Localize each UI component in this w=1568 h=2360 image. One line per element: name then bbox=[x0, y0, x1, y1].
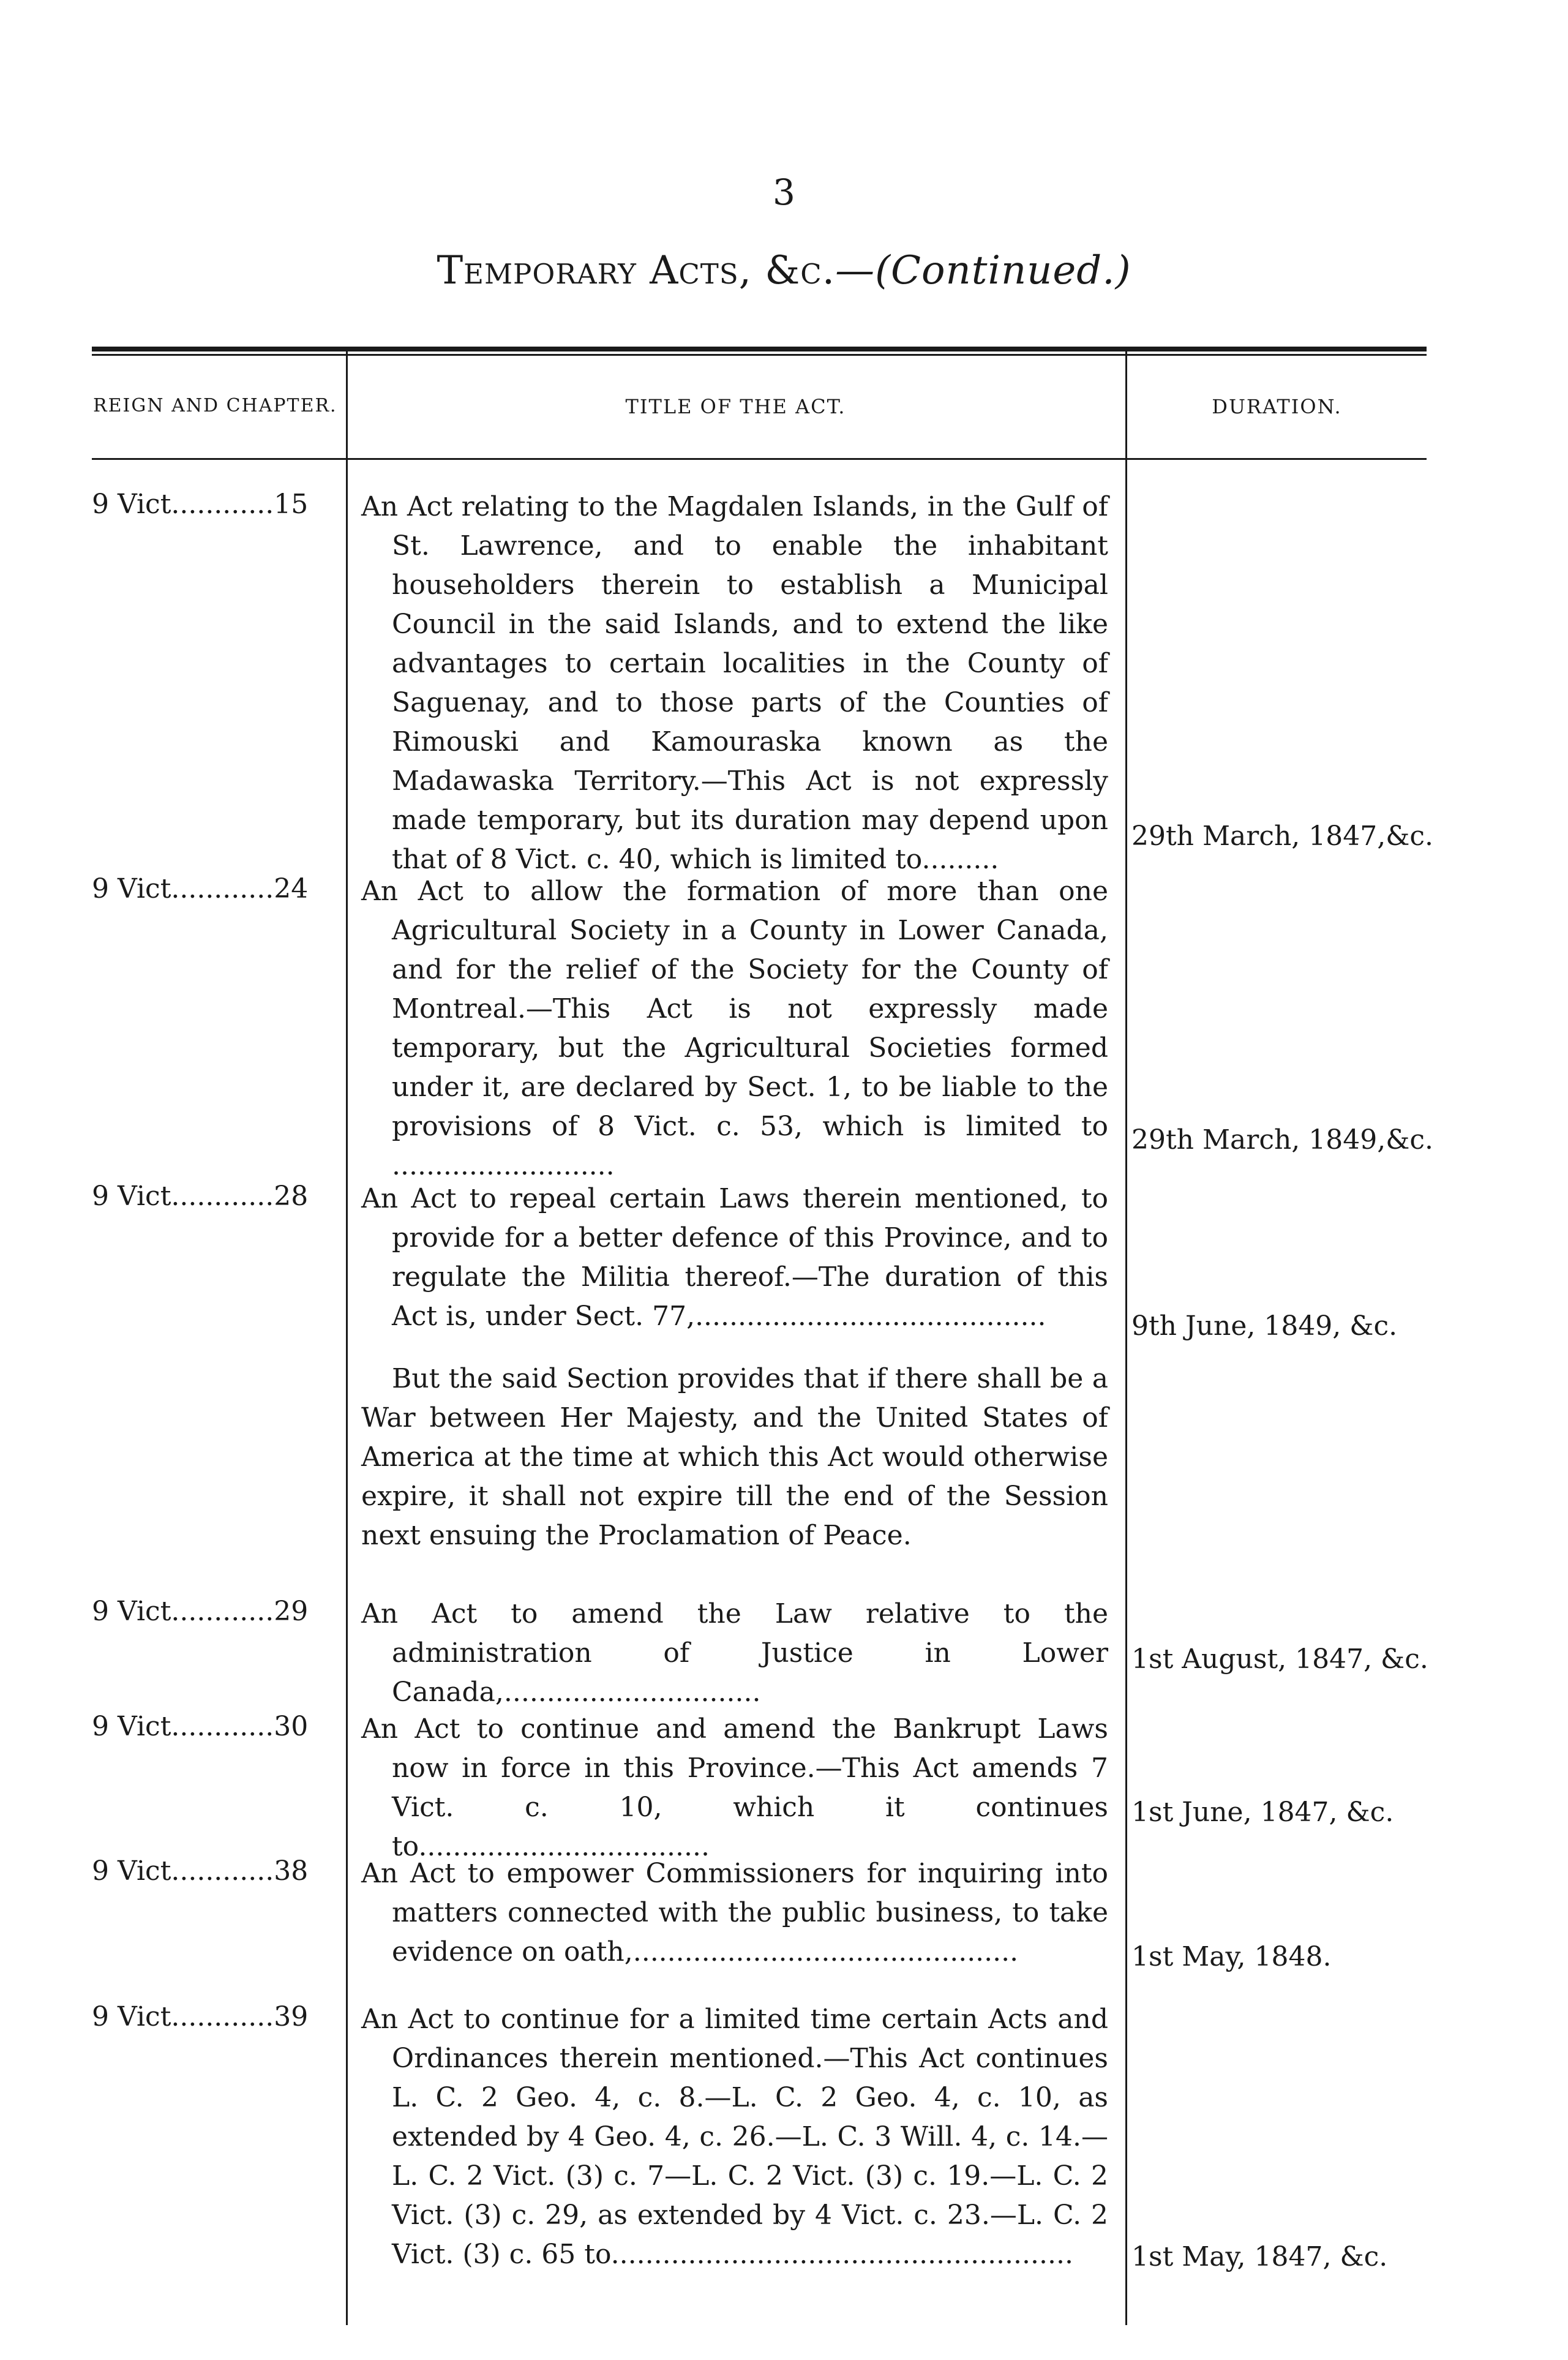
heading-title: Temporary Acts, &c. bbox=[437, 248, 836, 293]
act-note: But the said Section provides that if there shall be a War between Her Majesty, and the United States of America at the time at which this Act would otherwise expire, it shall not expire till the end of the Session next ensuing the Proclamation of Peace. bbox=[361, 1363, 1108, 1551]
act-title: An Act to continue for a limited time certain Acts and Ordinances therein mentioned.—This Act continues L. C. 2 Geo. 4, c. 8.—L. C. 2 Geo. 4, c. 10, as extended by 4 Geo. 4, c. 26.—L. C. 3 Will. 4, c. 14.—L. C. 2 Vict. (3) c. 7—L. C. 2 Vict. (3) c. 19.—L. C. 2 Vict. (3) c. 29, as extended by 4 Vict. c. 23.—L. C. 2 Vict. (3) c. 65 to...................................................... bbox=[361, 2004, 1108, 2270]
act-duration: 29th March, 1849,&c. bbox=[1131, 1124, 1434, 1156]
column-divider-right bbox=[1125, 350, 1127, 2325]
reign-chapter: 9 Vict............28 bbox=[92, 1181, 309, 1212]
reign-chapter: 9 Vict............30 bbox=[92, 1711, 309, 1742]
act-title: An Act to empower Commissioners for inquiring into matters connected with the public business, to take evidence on oath,............................................. bbox=[361, 1858, 1108, 1967]
act-duration: 1st May, 1848. bbox=[1131, 1941, 1332, 1972]
column-header-duration: DURATION. bbox=[1212, 395, 1342, 418]
act-title: An Act to allow the formation of more than one Agricultural Society in a County in Lower Canada, and for the relief of the Society for the County of Montreal.—This Act is not expressly made temporary, but the Agricultural Societies formed under it, are declared by Sect. 1, to be liable to the provisions of 8 Vict. c. 53, which is limited to .......................... bbox=[361, 876, 1108, 1181]
act-duration: 29th March, 1847,&c. bbox=[1131, 821, 1434, 852]
act-duration: 1st August, 1847, &c. bbox=[1131, 1644, 1428, 1675]
reign-chapter: 9 Vict............24 bbox=[92, 873, 309, 904]
reign-chapter: 9 Vict............38 bbox=[92, 1855, 309, 1887]
page-number: 3 bbox=[773, 171, 795, 213]
reign-chapter: 9 Vict............15 bbox=[92, 489, 309, 520]
act-title: An Act to repeal certain Laws therein mentioned, to provide for a better defence of this Province, and to regulate the Militia thereof.—The duration of this Act is, under Sect. 77,......................................... bbox=[361, 1183, 1108, 1332]
header-bottom-rule bbox=[92, 458, 1427, 460]
act-title: An Act relating to the Magdalen Islands, in the Gulf of St. Lawrence, and to enable the inhabitant householders therein to establish a Municipal Council in the said Islands, and to extend the like advantages to certain localities in the County of Saguenay, and to those parts of the Counties of Rimouski and Kamouraska known as the Madawaska Territory.—This Act is not expressly made temporary, but its duration may depend upon that of 8 Vict. c. 40, which is limited to......... bbox=[361, 491, 1108, 875]
heading-continued: —(Continued.) bbox=[835, 248, 1131, 293]
act-duration: 9th June, 1849, &c. bbox=[1131, 1310, 1398, 1342]
act-duration: 1st June, 1847, &c. bbox=[1131, 1797, 1394, 1828]
table-top-rule bbox=[92, 347, 1427, 356]
act-title: An Act to amend the Law relative to the administration of Justice in Lower Canada,.............................. bbox=[361, 1598, 1108, 1708]
column-header-reign: REIGN AND CHAPTER. bbox=[93, 395, 337, 416]
page-heading bbox=[0, 248, 1568, 293]
act-duration: 1st May, 1847, &c. bbox=[1131, 2241, 1388, 2272]
reign-chapter: 9 Vict............29 bbox=[92, 1596, 309, 1627]
column-header-title: TITLE OF THE ACT. bbox=[625, 395, 846, 418]
act-title: An Act to continue and amend the Bankrupt Laws now in force in this Province.—This Act amends 7 Vict. c. 10, which it continues to.................................. bbox=[361, 1713, 1108, 1862]
reign-chapter: 9 Vict............39 bbox=[92, 2001, 309, 2032]
column-divider-left bbox=[346, 350, 348, 2325]
